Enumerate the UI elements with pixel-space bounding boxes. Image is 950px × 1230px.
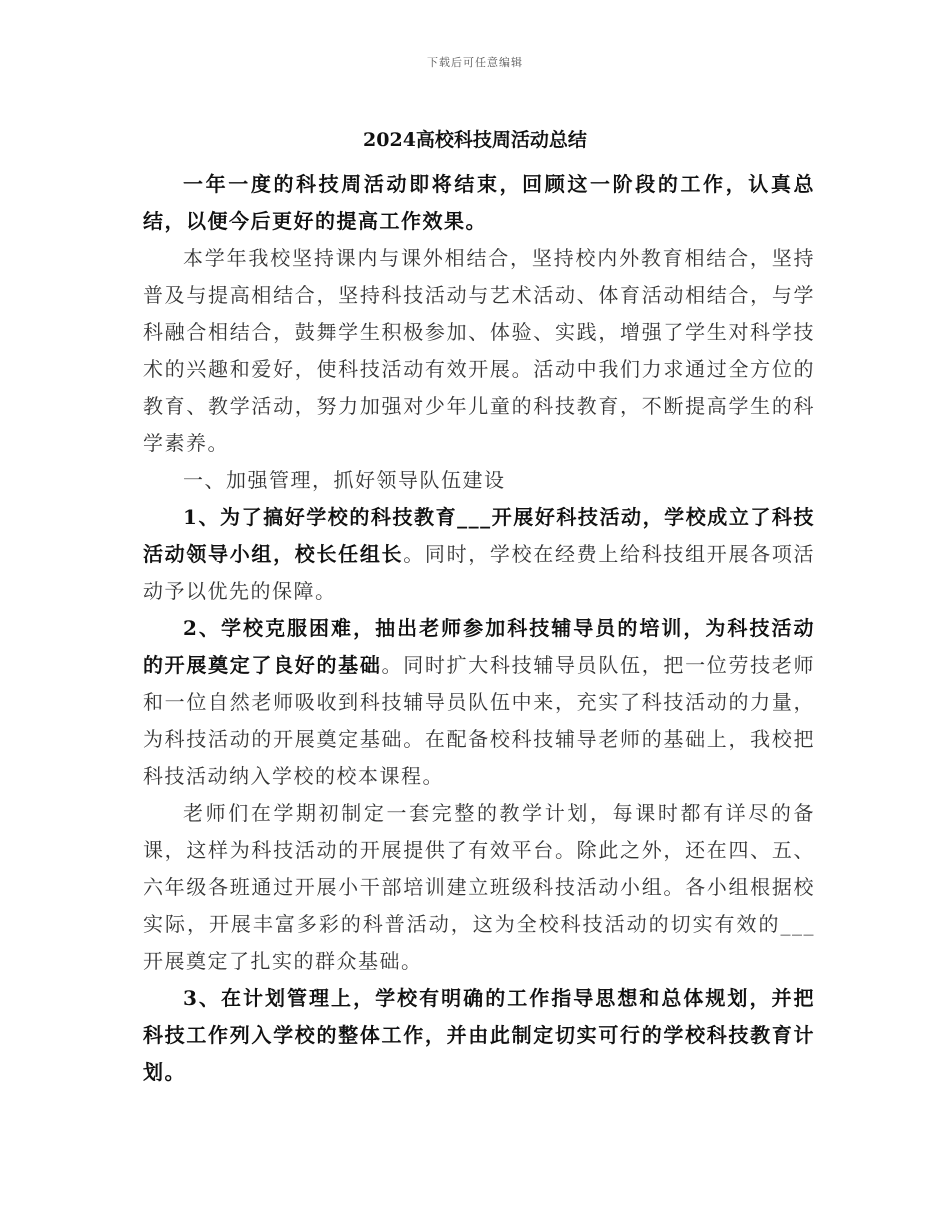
section-heading: 一、加强管理，抓好领导队伍建设 bbox=[183, 468, 506, 492]
document-title: 2024高校科技周活动总结 bbox=[363, 129, 587, 151]
document-body bbox=[143, 166, 815, 1091]
item-2-bold-text: 2、学校克服困难，抽出老师参加科技辅导员的培训，为科技活动的开展奠定了良好的基础 bbox=[143, 616, 815, 677]
intro-paragraph: 一年一度的科技周活动即将结束，回顾这一阶段的工作，认真总结，以便今后更好的提高工作效果。 bbox=[143, 172, 815, 233]
item-1-bold-text: 1、为了搞好学校的科技教育___开展好科技活动，学校成立了科技活动领导小组，校长任组长 bbox=[143, 505, 815, 566]
item-1-text: 。同时，学校在经费上给科技组开展各项活动予以优先的保障。 bbox=[143, 542, 816, 603]
item-2-text: 。同时扩大科技辅导员队伍，把一位劳技老师和一位自然老师吸收到科技辅导员队伍中来，充实了科技活动的力量，为科技活动的开展奠定基础。在配备校科技辅导老师的基础上，我校把科技活动纳入学校的校本课程。 bbox=[143, 653, 816, 788]
item-1-paragraph bbox=[143, 499, 815, 610]
teachers-paragraph: 老师们在学期初制定一套完整的教学计划，每课时都有详尽的备课，这样为科技活动的开展提供了有效平台。除此之外，还在四、五、六年级各班通过开展小干部培训建立班级科技活动小组。各小组根据校实际，开展丰富多彩的科普活动，这为全校科技活动的切实有效的___开展奠定了扎实的群众基础。 bbox=[143, 801, 815, 973]
item-2-paragraph bbox=[143, 610, 815, 795]
overview-paragraph: 本学年我校坚持课内与课外相结合，坚持校内外教育相结合，坚持普及与提高相结合，坚持科技活动与艺术活动、体育活动相结合，与学科融合相结合，鼓舞学生积极参加、体验、实践，增强了学生对科学技术的兴趣和爱好，使科技活动有效开展。活动中我们力求通过全方位的教育、教学活动，努力加强对少年儿童的科技教育，不断提高学生的科学素养。 bbox=[143, 246, 815, 455]
item-3-paragraph: 3、在计划管理上，学校有明确的工作指导思想和总体规划，并把科技工作列入学校的整体工作，并由此制定切实可行的学校科技教育计划。 bbox=[143, 986, 815, 1084]
page-header-note: 下载后可任意编辑 bbox=[427, 56, 523, 69]
